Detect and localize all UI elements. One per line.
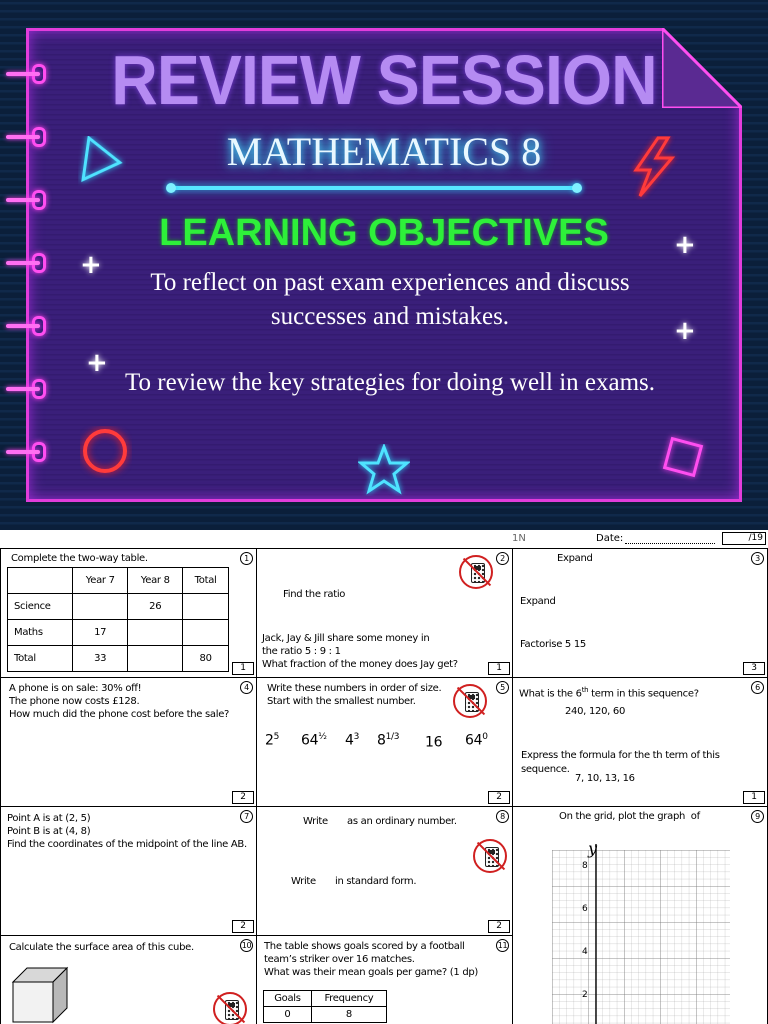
q8-number: 8 [496, 810, 509, 823]
table-header: Year 8 [128, 568, 183, 594]
q11-line-2: team’s striker over 16 matches. [264, 954, 415, 965]
table-cell: 8 [311, 1007, 386, 1023]
y-tick-label: 6 [582, 904, 588, 914]
q4-line-2: The phone now costs £128. [9, 696, 140, 707]
q3-line-2: Expand [520, 596, 556, 607]
power-term: $64^{\frac{1}{2}}$ [301, 732, 327, 749]
q2-number: 2 [496, 552, 509, 565]
q3-marks: 3 [743, 662, 765, 675]
question-7 [0, 807, 257, 936]
slide-subtitle: MATHEMATICS 8 [226, 129, 542, 174]
no-calculator-icon [213, 992, 247, 1024]
power-term: $2^5$ [265, 732, 280, 749]
table-cell: Maths [8, 620, 73, 646]
slide-title: REVIEW SESSION [111, 41, 657, 119]
q7-marks: 2 [232, 920, 254, 933]
power-term: $8^{1/3}$ [377, 732, 400, 749]
objective-2: To review the key strategies for doing well in exams. [124, 369, 656, 396]
table-header: Year 7 [73, 568, 128, 594]
table-cell[interactable] [183, 620, 229, 646]
no-calculator-icon [473, 839, 507, 873]
q1-marks: 1 [232, 662, 254, 675]
plus-icon: + [86, 348, 108, 378]
date-field[interactable] [625, 543, 715, 544]
q10-line-1: Calculate the surface area of this cube. [9, 942, 194, 953]
question-11 [257, 936, 513, 1024]
table-cell: Science [8, 594, 73, 620]
q9-number: 9 [751, 810, 764, 823]
circle-icon [80, 426, 132, 478]
q4-marks: 2 [232, 791, 254, 804]
q7-line-1: Point A is at (2, 5) [7, 813, 91, 824]
q5-line-1: Write these numbers in order of size. [267, 683, 442, 694]
plus-icon: + [674, 316, 696, 346]
plus-icon: + [674, 230, 696, 260]
y-tick-label: 4 [582, 947, 588, 957]
q8-line-2b: in standard form. [335, 876, 417, 887]
no-calculator-icon [453, 684, 487, 718]
table-cell: 26 [128, 594, 183, 620]
goals-table [263, 990, 387, 1023]
q6-sequence-2: 7, 10, 13, 16 [575, 773, 635, 784]
q8-marks: 2 [488, 920, 510, 933]
power-term: $4^3$ [345, 732, 360, 749]
q2-line-4: What fraction of the money does Jay get? [262, 659, 458, 670]
q4-number: 4 [240, 681, 253, 694]
y-axis-label: y [588, 842, 598, 858]
q7-line-3: Find the coordinates of the midpoint of the line AB. [7, 839, 247, 850]
q5-number: 5 [496, 681, 509, 694]
question-2 [257, 549, 513, 678]
power-term: 16 [425, 734, 443, 751]
q11-line-1: The table shows goals scored by a football [264, 941, 465, 952]
question-4 [0, 678, 257, 807]
q8-line-2a: Write [291, 876, 316, 887]
q6-marks: 1 [743, 791, 765, 804]
q1-prompt: Complete the two-way table. [11, 553, 148, 564]
question-6 [513, 678, 768, 807]
question-1 [0, 549, 257, 678]
table-cell: 17 [73, 620, 128, 646]
question-3 [513, 549, 768, 678]
power-term: $64^0$ [465, 732, 488, 749]
q11-number: 11 [497, 941, 508, 950]
table-cell: 33 [73, 646, 128, 672]
spiral-ring-icon [6, 190, 50, 210]
table-header: Total [183, 568, 229, 594]
question-10 [0, 936, 257, 1024]
worksheet-header [0, 530, 768, 548]
table-header: Goals [264, 991, 312, 1007]
q4-line-3: How much did the phone cost before the sale? [9, 709, 230, 720]
y-tick-label: 8 [582, 861, 588, 871]
question-8 [257, 807, 513, 936]
star-icon [358, 444, 410, 496]
spiral-ring-icon [6, 316, 50, 336]
two-way-table [7, 567, 229, 672]
spiral-ring-icon [6, 253, 50, 273]
divider-line [170, 186, 578, 190]
cube-diagram [11, 966, 71, 1024]
q6-line-1: What is the 6th term in this sequence? [519, 686, 699, 700]
table-cell[interactable] [73, 594, 128, 620]
table-cell[interactable] [128, 646, 183, 672]
q3-line-3: Factorise 5 15 [520, 639, 586, 650]
q2-marks: 1 [488, 662, 510, 675]
q10-number: 10 [241, 941, 252, 950]
q6-number: 6 [751, 681, 764, 694]
table-cell: Total [8, 646, 73, 672]
date-label: Date: [596, 533, 624, 544]
spiral-ring-icon [6, 442, 50, 462]
q8-line-1a: Write [303, 816, 328, 827]
q6-line-2: Express the formula for the th term of this [521, 750, 720, 761]
objectives-heading: LEARNING OBJECTIVES [159, 212, 609, 254]
table-header [8, 568, 73, 594]
q5-line-2: Start with the smallest number. [267, 696, 416, 707]
q7-line-2: Point B is at (4, 8) [7, 826, 91, 837]
y-tick-label: 2 [582, 990, 588, 1000]
q1-number: 1 [240, 552, 253, 565]
table-header: Frequency [311, 991, 386, 1007]
plus-icon: + [80, 250, 102, 280]
q4-line-1: A phone is on sale: 30% off! [9, 683, 142, 694]
score-box: /19 [722, 532, 766, 545]
table-cell[interactable] [128, 620, 183, 646]
worksheet-code: 1N [512, 533, 526, 544]
square-icon [656, 430, 710, 484]
no-calculator-icon [459, 555, 493, 589]
table-cell: 0 [264, 1007, 312, 1023]
q9-line-1: On the grid, plot the graph of [559, 811, 700, 822]
lightning-icon [628, 136, 680, 200]
question-5 [257, 678, 513, 807]
worksheet [0, 530, 768, 1024]
triangle-icon [78, 136, 126, 188]
table-cell: 80 [183, 646, 229, 672]
q3-number: 3 [751, 552, 764, 565]
graph-grid[interactable] [546, 842, 736, 1024]
q2-line-2: Jack, Jay & Jill share some money in [262, 633, 430, 644]
spiral-ring-icon [6, 379, 50, 399]
q11-line-3: What was their mean goals per game? (1 dp) [264, 967, 479, 978]
q3-line-1: Expand [557, 553, 593, 564]
table-cell[interactable] [183, 594, 229, 620]
q6-sequence-1: 240, 120, 60 [565, 706, 626, 717]
q5-marks: 2 [488, 791, 510, 804]
q7-number: 7 [240, 810, 253, 823]
q6-line-3: sequence. [521, 764, 570, 775]
q8-line-1b: as an ordinary number. [347, 816, 457, 827]
q2-line-3: the ratio 5 : 9 : 1 [262, 646, 341, 657]
q2-line-1: Find the ratio [283, 589, 346, 600]
objective-1: To reflect on past exam experiences and discuss successes and mistakes. [150, 269, 630, 330]
